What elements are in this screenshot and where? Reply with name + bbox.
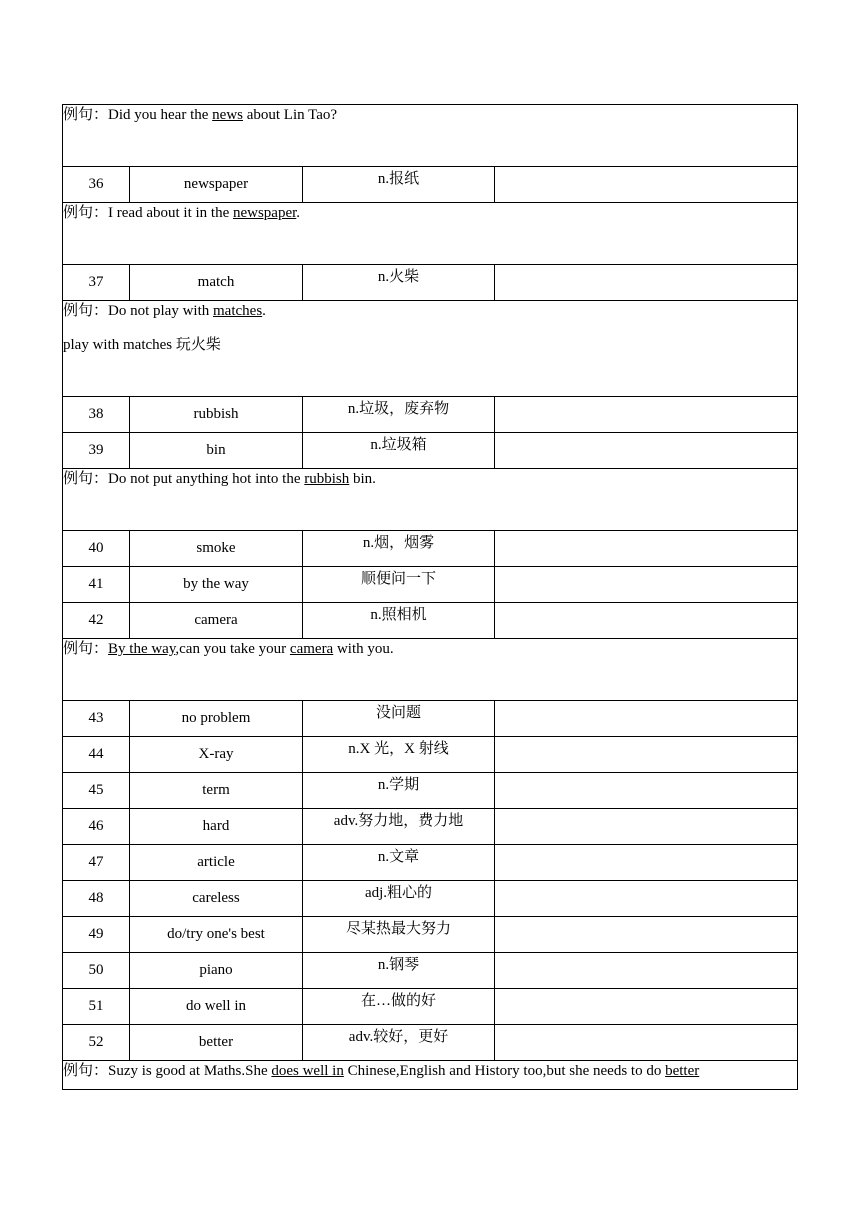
example-text: bin. [349,471,376,487]
vocab-note-cell [495,167,798,203]
vocab-word-cell: bin [130,433,303,469]
vocab-row [63,773,798,809]
example-line [63,203,797,223]
vocab-meaning-cell: 在…做的好 [303,989,495,1025]
vocab-row [63,737,798,773]
vocab-row [63,845,798,881]
vocab-word-cell: article [130,845,303,881]
vocab-number-cell: 41 [63,567,130,603]
example-sentence-cell [63,639,798,701]
vocab-note-cell [495,567,798,603]
example-row [63,469,798,531]
example-text: 例句： [63,471,109,487]
vocab-meaning-cell: n.X 光，X 射线 [303,737,495,773]
vocab-number-cell: 43 [63,701,130,737]
vocab-number-cell: 48 [63,881,130,917]
vocab-number-cell: 38 [63,397,130,433]
example-line [63,469,797,489]
example-text: 例句： [63,1063,109,1079]
vocab-word-cell: do well in [130,989,303,1025]
vocab-word-cell: match [130,265,303,301]
vocab-note-cell [495,397,798,433]
vocabulary-table-body [63,105,798,1090]
example-line [63,1061,797,1081]
vocab-row [63,167,798,203]
example-text: Do not put anything hot into the [108,471,305,487]
vocab-word-cell: X-ray [130,737,303,773]
vocab-note-cell [495,701,798,737]
vocab-meaning-cell: n.垃圾，废弃物 [303,397,495,433]
vocab-row [63,989,798,1025]
example-sentence-cell [63,105,798,167]
vocab-word-cell: careless [130,881,303,917]
example-row [63,301,798,397]
vocab-meaning-cell: n.钢琴 [303,953,495,989]
underlined-keyword: newspaper [232,205,297,221]
vocab-number-cell: 36 [63,167,130,203]
vocab-number-cell: 40 [63,531,130,567]
vocab-number-cell: 49 [63,917,130,953]
vocabulary-table [62,104,798,1090]
vocab-word-cell: better [130,1025,303,1061]
example-text: about Lin Tao? [242,107,338,123]
vocab-number-cell: 50 [63,953,130,989]
vocab-word-cell: camera [130,603,303,639]
vocab-word-cell: smoke [130,531,303,567]
underlined-keyword: By the way [108,641,176,657]
vocab-row [63,701,798,737]
example-line [63,639,797,659]
example-text: 例句： [63,641,109,657]
underlined-keyword: does well in [271,1063,344,1079]
example-text: 例句： [63,205,109,221]
vocab-note-cell [495,433,798,469]
example-text: with you. [333,641,394,657]
underlined-keyword: rubbish [304,471,350,487]
vocab-number-cell: 45 [63,773,130,809]
vocab-word-cell: piano [130,953,303,989]
vocab-note-cell [495,265,798,301]
vocab-row [63,567,798,603]
underlined-keyword: better [665,1063,700,1079]
vocab-note-cell [495,773,798,809]
vocab-meaning-cell: 没问题 [303,701,495,737]
vocab-row [63,881,798,917]
vocab-meaning-cell: n.学期 [303,773,495,809]
example-text: play with matches 玩火柴 [63,337,221,353]
vocab-meaning-cell: n.烟，烟雾 [303,531,495,567]
vocab-word-cell: do/try one's best [130,917,303,953]
example-row [63,105,798,167]
example-text: I read about it in the [108,205,233,221]
vocab-number-cell: 44 [63,737,130,773]
vocab-word-cell: term [130,773,303,809]
vocab-row [63,1025,798,1061]
vocab-meaning-cell: n.火柴 [303,265,495,301]
example-sentence-cell [63,1061,798,1090]
example-text: 例句： [63,107,109,123]
vocab-note-cell [495,809,798,845]
example-row [63,639,798,701]
vocab-meaning-cell: n.报纸 [303,167,495,203]
vocab-note-cell [495,989,798,1025]
vocab-row [63,953,798,989]
vocab-row [63,433,798,469]
vocab-word-cell: newspaper [130,167,303,203]
vocab-number-cell: 51 [63,989,130,1025]
vocab-note-cell [495,917,798,953]
vocab-word-cell: rubbish [130,397,303,433]
example-text: . [296,205,301,221]
vocab-word-cell: no problem [130,701,303,737]
vocab-meaning-cell: 尽某热最大努力 [303,917,495,953]
example-text: Do not play with [108,303,214,319]
example-text: . [262,303,266,319]
vocab-note-cell [495,603,798,639]
vocab-meaning-cell: adj.粗心的 [303,881,495,917]
vocab-meaning-cell: 顺便问一下 [303,567,495,603]
vocab-row [63,603,798,639]
example-text: ,can you take your [175,641,290,657]
example-line [63,105,797,125]
example-row [63,1061,798,1090]
vocab-note-cell [495,531,798,567]
example-text: Chinese,English and History too,but she needs to do [343,1063,666,1079]
vocab-word-cell: hard [130,809,303,845]
vocab-row [63,809,798,845]
example-line [63,335,797,355]
vocab-note-cell [495,845,798,881]
vocab-row [63,265,798,301]
vocab-number-cell: 47 [63,845,130,881]
vocab-number-cell: 39 [63,433,130,469]
vocab-number-cell: 46 [63,809,130,845]
underlined-keyword: matches [213,303,263,319]
underlined-keyword: news [212,107,243,123]
vocab-note-cell [495,1025,798,1061]
vocab-meaning-cell: n.垃圾箱 [303,433,495,469]
example-line [63,301,797,321]
example-sentence-cell [63,301,798,397]
vocab-note-cell [495,953,798,989]
example-row [63,203,798,265]
vocab-number-cell: 37 [63,265,130,301]
example-sentence-cell [63,203,798,265]
example-text: 例句： [63,303,109,319]
vocab-note-cell [495,737,798,773]
vocab-row [63,917,798,953]
vocab-meaning-cell: n.文章 [303,845,495,881]
vocab-number-cell: 52 [63,1025,130,1061]
vocab-row [63,397,798,433]
vocab-number-cell: 42 [63,603,130,639]
example-sentence-cell [63,469,798,531]
vocab-note-cell [495,881,798,917]
vocab-row [63,531,798,567]
example-text: Suzy is good at Maths.She [108,1063,272,1079]
underlined-keyword: camera [289,641,334,657]
vocab-meaning-cell: adv.努力地，费力地 [303,809,495,845]
example-text: Did you hear the [108,107,213,123]
vocab-meaning-cell: adv.较好，更好 [303,1025,495,1061]
vocab-word-cell: by the way [130,567,303,603]
vocab-meaning-cell: n.照相机 [303,603,495,639]
